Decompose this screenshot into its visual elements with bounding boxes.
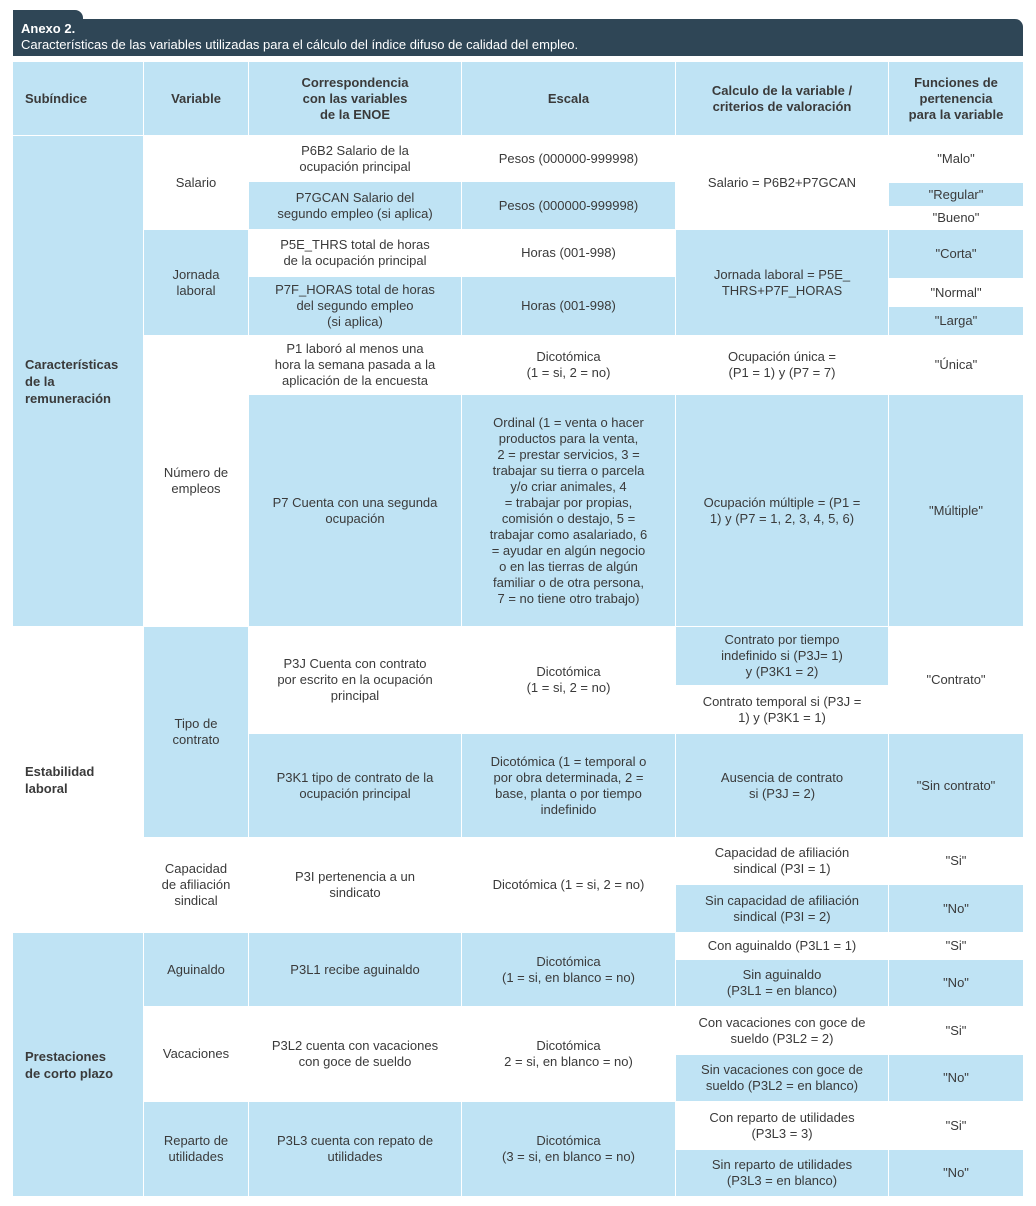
- corr-p7f: P7F_HORAS total de horas del segundo empleo (si aplica): [249, 277, 461, 335]
- escala-dicotomica-p3l3: Dicotómica (3 = si, en blanco = no): [462, 1102, 675, 1196]
- funcion-contrato: "Contrato": [889, 627, 1023, 733]
- funcion-no-vacaciones: "No": [889, 1055, 1023, 1101]
- calculo-sin-afiliacion: Sin capacidad de afiliación sindical (P3I = 2): [676, 885, 888, 932]
- funcion-corta: "Corta": [889, 230, 1023, 278]
- corr-p3k1: P3K1 tipo de contrato de la ocupación principal: [249, 734, 461, 837]
- funcion-normal: "Normal": [889, 279, 1023, 306]
- variable-contrato: Tipo de contrato: [144, 627, 248, 837]
- variable-vacaciones: Vacaciones: [144, 1007, 248, 1101]
- funcion-si-vacaciones: "Si": [889, 1007, 1023, 1054]
- calculo-contrato-temporal: Contrato temporal si (P3J = 1) y (P3K1 = 1): [676, 686, 888, 733]
- annex-title-bar: [13, 19, 1023, 56]
- funcion-no-sindical: "No": [889, 885, 1023, 932]
- corr-p3i: P3I pertenencia a un sindicato: [249, 838, 461, 932]
- header-subindice: Subíndice: [13, 62, 143, 135]
- corr-p3l1: P3L1 recibe aguinaldo: [249, 933, 461, 1006]
- funcion-no-utilidades: "No": [889, 1150, 1023, 1196]
- annex-title: Características de las variables utilizadas para el cálculo del índice difuso de calidad del empleo.: [21, 37, 579, 52]
- header-escala: Escala: [462, 62, 675, 135]
- funcion-bueno: "Bueno": [889, 207, 1023, 229]
- variable-utilidades: Reparto de utilidades: [144, 1102, 248, 1196]
- funcion-si-aguinaldo: "Si": [889, 933, 1023, 959]
- corr-p5e: P5E_THRS total de horas de la ocupación principal: [249, 230, 461, 276]
- corr-p7gcan: P7GCAN Salario del segundo empleo (si aplica): [249, 182, 461, 229]
- funcion-unica: "Única": [889, 336, 1023, 394]
- funcion-si-utilidades: "Si": [889, 1102, 1023, 1149]
- calculo-sin-aguinaldo: Sin aguinaldo (P3L1 = en blanco): [676, 960, 888, 1006]
- calculo-ocupacion-multiple: Ocupación múltiple = (P1 = 1) y (P7 = 1, 2, 3, 4, 5, 6): [676, 395, 888, 626]
- corr-p3l2: P3L2 cuenta con vacaciones con goce de sueldo: [249, 1007, 461, 1101]
- annex-number: Anexo 2.: [21, 21, 76, 36]
- variable-jornada: Jornada laboral: [144, 230, 248, 335]
- escala-dicotomica-p3l2: Dicotómica 2 = si, en blanco = no): [462, 1007, 675, 1101]
- escala-horas-1: Horas (001-998): [462, 230, 675, 276]
- variable-sindical: Capacidad de afiliación sindical: [144, 838, 248, 932]
- subindice-remuneracion: Características de la remuneración: [13, 136, 143, 626]
- corr-p1: P1 laboró al menos una hora la semana pasada a la aplicación de la encuesta: [249, 336, 461, 394]
- funcion-malo: "Malo": [889, 136, 1023, 182]
- escala-dicotomica-p3k1: Dicotómica (1 = temporal o por obra determinada, 2 = base, planta o por tiempo indefinido: [462, 734, 675, 837]
- header-correspondencia: Correspondencia con las variables de la ENOE: [249, 62, 461, 135]
- escala-ordinal-p7: Ordinal (1 = venta o hacer productos para la venta, 2 = prestar servicios, 3 = trabajar su tierra o parcela y/o criar animales, 4 = trabajar por propias, comisión o destajo, 5 = trabajar como asalariado, 6 = ayudar en algún negocio o en las tierras de algún familiar o de otra persona, 7 = no tiene otro trabajo): [462, 395, 675, 626]
- header-variable: Variable: [144, 62, 248, 135]
- calculo-ausencia-contrato: Ausencia de contrato si (P3J = 2): [676, 734, 888, 837]
- corr-p3j: P3J Cuenta con contrato por escrito en la ocupación principal: [249, 627, 461, 733]
- calculo-ocupacion-unica: Ocupación única = (P1 = 1) y (P7 = 7): [676, 336, 888, 394]
- calculo-sin-utilidades: Sin reparto de utilidades (P3L3 = en blanco): [676, 1150, 888, 1196]
- escala-pesos-2: Pesos (000000-999998): [462, 182, 675, 229]
- calculo-sin-vacaciones: Sin vacaciones con goce de sueldo (P3L2 = en blanco): [676, 1055, 888, 1101]
- variable-salario: Salario: [144, 136, 248, 229]
- calculo-con-aguinaldo: Con aguinaldo (P3L1 = 1): [676, 933, 888, 959]
- funcion-no-aguinaldo: "No": [889, 960, 1023, 1006]
- calculo-con-vacaciones: Con vacaciones con goce de sueldo (P3L2 = 2): [676, 1007, 888, 1054]
- variable-aguinaldo: Aguinaldo: [144, 933, 248, 1006]
- escala-dicotomica-p3j: Dicotómica (1 = si, 2 = no): [462, 627, 675, 733]
- funcion-sin-contrato: "Sin contrato": [889, 734, 1023, 837]
- funcion-regular: "Regular": [889, 183, 1023, 206]
- calculo-con-afiliacion: Capacidad de afiliación sindical (P3I = 1): [676, 838, 888, 884]
- calculo-contrato-indefinido: Contrato por tiempo indefinido si (P3J= 1) y (P3K1 = 2): [676, 627, 888, 685]
- escala-dicotomica-p3i: Dicotómica (1 = si, 2 = no): [462, 838, 675, 932]
- funcion-si-sindical: "Si": [889, 838, 1023, 884]
- escala-pesos-1: Pesos (000000-999998): [462, 136, 675, 181]
- header-calculo: Calculo de la variable / criterios de valoración: [676, 62, 888, 135]
- variable-empleos: Número de empleos: [144, 336, 248, 626]
- escala-dicotomica-p1: Dicotómica (1 = si, 2 = no): [462, 336, 675, 394]
- funcion-larga: "Larga": [889, 307, 1023, 335]
- corr-p6b2: P6B2 Salario de la ocupación principal: [249, 136, 461, 181]
- subindice-prestaciones: Prestaciones de corto plazo: [13, 933, 143, 1196]
- header-funciones: Funciones de pertenencia para la variable: [889, 62, 1023, 135]
- escala-dicotomica-p3l1: Dicotómica (1 = si, en blanco = no): [462, 933, 675, 1006]
- calculo-jornada: Jornada laboral = P5E_ THRS+P7F_HORAS: [676, 230, 888, 335]
- corr-p3l3: P3L3 cuenta con repato de utilidades: [249, 1102, 461, 1196]
- subindice-estabilidad: Estabilidad laboral: [13, 627, 143, 932]
- calculo-con-utilidades: Con reparto de utilidades (P3L3 = 3): [676, 1102, 888, 1149]
- funcion-multiple: "Múltiple": [889, 395, 1023, 626]
- calculo-salario: Salario = P6B2+P7GCAN: [676, 136, 888, 229]
- corr-p7: P7 Cuenta con una segunda ocupación: [249, 395, 461, 626]
- escala-horas-2: Horas (001-998): [462, 277, 675, 335]
